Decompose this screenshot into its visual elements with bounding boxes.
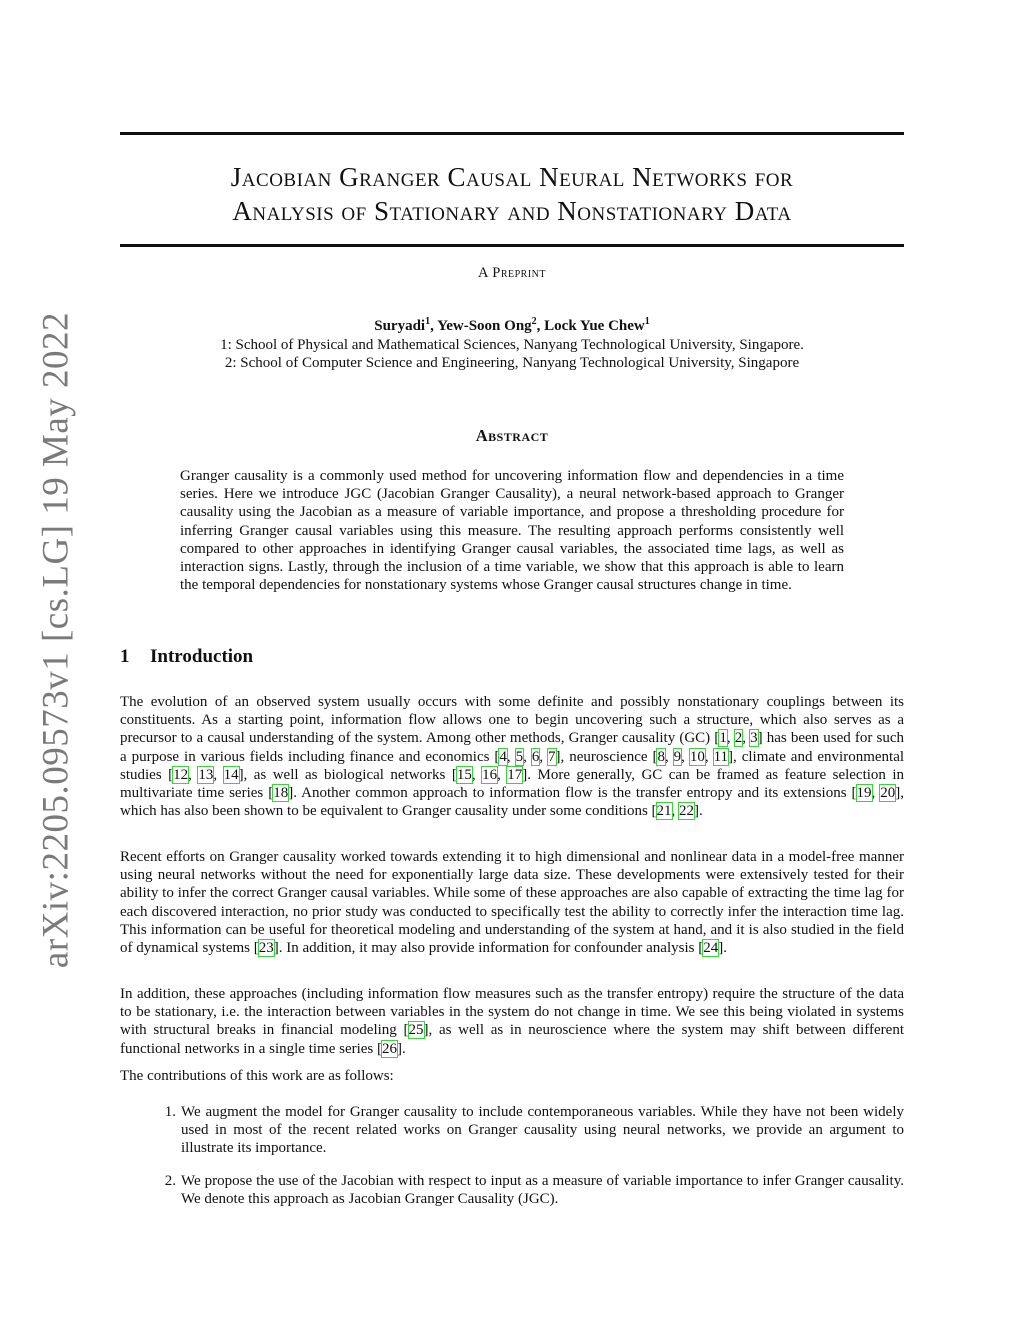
citation-link[interactable]: 4 xyxy=(499,748,507,765)
citation-link[interactable]: 10 xyxy=(689,748,705,765)
text-run: ]. More generally, GC can be framed as feature selection in multivariate time series [ xyxy=(120,766,905,802)
list-item-number: 2. xyxy=(164,1173,176,1189)
list-item-text: We propose the use of the Jacobian with respect to input as a measure of variable importance to infer Granger causality. We denote this approach as Jacobian Granger Causality (JGC). xyxy=(181,1173,904,1208)
arxiv-stamp: arXiv:2205.09573v1 [cs.LG] 19 May 2022 xyxy=(35,311,77,969)
section-title: Introduction xyxy=(150,646,254,667)
affiliation-mark: 2 xyxy=(531,316,537,327)
citation-link[interactable]: 23 xyxy=(258,940,274,957)
citation-link[interactable]: 24 xyxy=(703,940,719,957)
title-line-2: Analysis of Stationary and Nonstationary Data xyxy=(232,196,792,226)
citation-link[interactable]: 3 xyxy=(750,730,758,747)
intro-paragraph-1: The evolution of an observed system usually occurs with some definite and possibly nonstationary couplings between its constituents. As a starting point, information flow allows one to begin uncovering such a structure, which also serves as a precursor to a causal understanding of the system. Among other methods, Granger causality (GC) [1, 2, 3] has been used for such a purpose in various fields including finance and economics [4, 5, 6, 7], neuroscience [8, 9, 10, 11], climate and environmental studies [12, 13, 14], as well as biological networks [15, 16, 17]. More generally, GC can be framed as feature selection in multivariate time series [18]. Another common approach to information flow is the transfer entropy and its extensions [19, 20], which has also been shown to be equivalent to Granger causality under some conditions [21, 22]. xyxy=(120,694,905,820)
citation-link[interactable]: 26 xyxy=(382,1040,398,1057)
citation-link[interactable]: 9 xyxy=(673,748,682,765)
citation-link[interactable]: 6 xyxy=(531,748,540,765)
citation-link[interactable]: 21 xyxy=(656,803,672,820)
text-run: ], which has also been shown to be equivalent to Granger causality under some conditions [ xyxy=(120,785,905,820)
citation-link[interactable]: 15 xyxy=(456,766,472,783)
citation-link[interactable]: 14 xyxy=(223,766,239,783)
affiliation-mark: 1 xyxy=(425,316,431,327)
text-run: ]. xyxy=(397,1040,406,1057)
title-bottom-rule xyxy=(120,244,904,247)
text-run: ], as well as in neuroscience where the system may shift between different functional networks in a single time series [ xyxy=(120,1022,904,1057)
preprint-label: A Preprint xyxy=(477,265,547,281)
citation-link[interactable]: 2 xyxy=(734,730,743,747)
contributions-intro: The contributions of this work are as follows: xyxy=(120,1068,394,1084)
citation-link[interactable]: 13 xyxy=(198,766,214,783)
title-line-1: Jacobian Granger Causal Neural Networks for xyxy=(230,162,794,192)
text-run: ], neuroscience [ xyxy=(555,748,658,765)
paper-title xyxy=(120,160,904,228)
author-name: Lock Yue Chew xyxy=(544,318,645,334)
author-name: Yew-Soon Ong xyxy=(437,318,532,334)
text-run: The evolution of an observed system usually occurs with some definite and possibly nonstationary couplings between its constituents. As a starting point, information flow allows one to begin uncovering such a structure, which also serves as a precursor to a causal understanding of the system. Among other methods, Granger causality (GC) [ xyxy=(120,694,904,747)
title-top-rule xyxy=(120,132,904,135)
text-run: ], climate and environmental studies [ xyxy=(120,748,905,783)
section-number: 1 xyxy=(120,646,130,667)
text-run: In addition, these approaches (including information flow measures such as the transfer entropy) require the structure of the data to be stationary, i.e. the interaction between variables in the system do not change in time. We see this being violated in systems with structural breaks in financial modeling [ xyxy=(120,986,904,1039)
text-run: ], as well as biological networks [ xyxy=(238,766,457,783)
affiliation-mark: 1 xyxy=(644,316,650,327)
text-run: ]. xyxy=(718,940,727,957)
text-run: ]. Another common approach to information flow is the transfer entropy and its extensions [ xyxy=(288,785,857,802)
text-run: ] has been used for such a purpose in various fields including finance and economics [ xyxy=(120,730,905,765)
citation-link[interactable]: 17 xyxy=(507,766,523,783)
text-run: ]. xyxy=(694,803,703,820)
list-item-number: 1. xyxy=(164,1104,176,1120)
citation-link[interactable]: 25 xyxy=(408,1022,424,1039)
author-name: Suryadi xyxy=(374,318,426,334)
affiliation-1: 1: School of Physical and Mathematical Sciences, Nanyang Technological University, Singapore. xyxy=(220,337,804,353)
citation-link[interactable]: 22 xyxy=(679,803,695,820)
list-item-text: We augment the model for Granger causality to include contemporaneous variables. While they have not been widely used in most of the recent related works on Granger causality using neural networks, we provide an argument to illustrate its importance. xyxy=(181,1104,904,1157)
abstract-heading: Abstract xyxy=(475,426,549,445)
citation-link[interactable]: 1 xyxy=(719,730,727,747)
citation-link[interactable]: 20 xyxy=(880,785,896,802)
citation-link[interactable]: 18 xyxy=(273,785,289,802)
citation-link[interactable]: 11 xyxy=(713,748,729,765)
abstract-text: Granger causality is a commonly used method for uncovering information flow and dependencies in a time series. Here we introduce JGC (Jacobian Granger Causality), a neural network-based approach to Granger causality using the Jacobian as a measure of variable importance, and propose a thresholding procedure for inferring Granger causal variables using this measure. The resulting approach performs consistently well compared to other approaches in identifying Granger causal variables, the associated time lags, as well as interaction signs. Lastly, through the inclusion of a time variable, we show that this approach is able to learn the temporal dependencies for nonstationary systems whose Granger causal structures change in time. xyxy=(180,468,844,594)
citation-link[interactable]: 5 xyxy=(515,748,524,765)
citation-link[interactable]: 7 xyxy=(548,748,556,765)
affiliation-2: 2: School of Computer Science and Engineering, Nanyang Technological University, Singapore xyxy=(224,355,800,371)
intro-paragraph-2 xyxy=(120,848,904,957)
author-list: Suryadi$^1$, Yew-Soon Ong$^2$, Lock Yue Chew$^1$ xyxy=(374,316,650,334)
text-run: Recent efforts on Granger causality worked towards extending it to high dimensional and nonlinear data in a model-free manner using neural networks without the need for exponentially large data size. These developments were extensively tested for their ability to infer the correct Granger causal variables. While some of these approaches are also capable of extracting the time lag for each discovered interaction, no prior study was conducted to specifically test the ability to correctly infer the interaction time lag. This information can be useful for theoretical modeling and understanding of the system at hand, and it is also studied in the field of dynamical systems [ xyxy=(120,849,904,957)
citation-link[interactable]: 19 xyxy=(856,785,872,802)
section-heading-introduction xyxy=(120,646,253,668)
citation-link[interactable]: 8 xyxy=(657,748,665,765)
intro-paragraph-3 xyxy=(120,985,904,1058)
text-run: ]. In addition, it may also provide information for confounder analysis [ xyxy=(273,940,704,957)
citation-link[interactable]: 12 xyxy=(173,766,189,783)
citation-link[interactable]: 16 xyxy=(482,766,498,783)
